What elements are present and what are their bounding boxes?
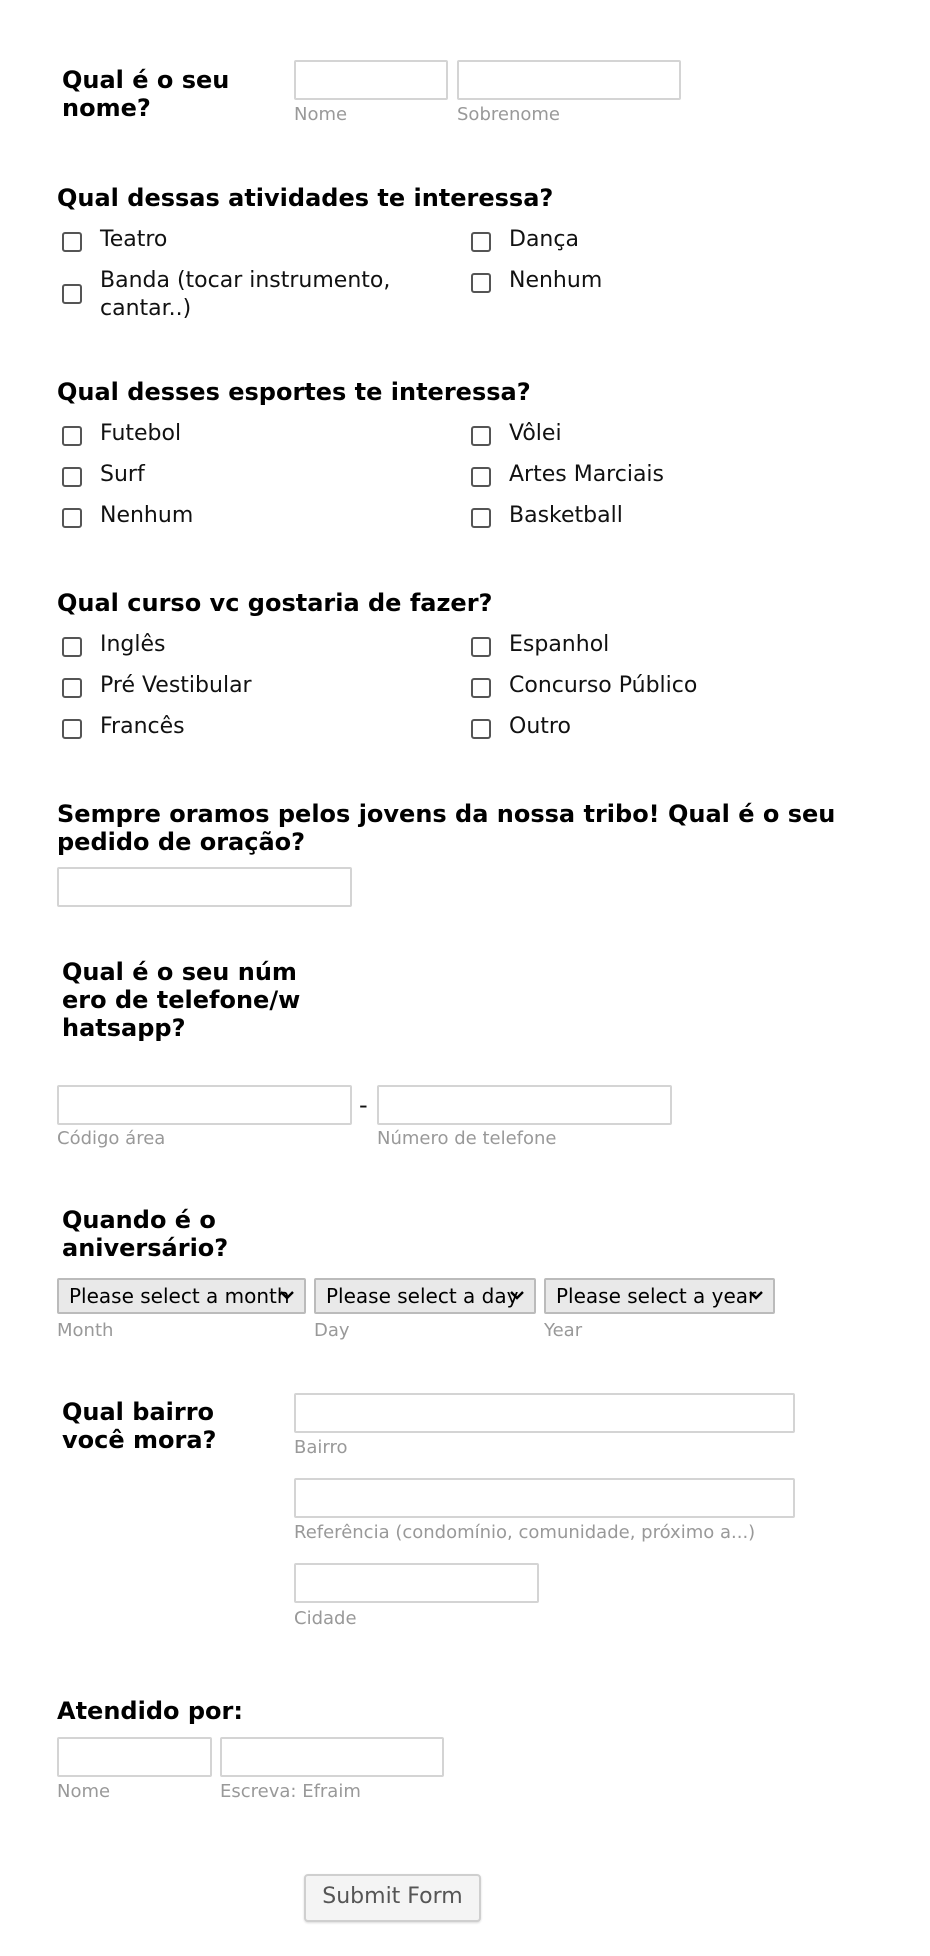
checkbox[interactable] [62,719,82,739]
checkbox[interactable] [62,284,82,304]
checkbox[interactable] [471,232,491,252]
area-code-input[interactable] [57,1085,352,1125]
course-label: Qual curso vc gostaria de fazer? [57,589,493,617]
city-sublabel: Cidade [294,1608,357,1629]
year-select[interactable] [544,1278,775,1314]
last-name-input[interactable] [457,60,681,100]
month-sublabel: Month [57,1320,114,1341]
first-name-sublabel: Nome [294,104,348,125]
checkbox[interactable] [471,678,491,698]
option-label: Nenhum [100,503,194,528]
checkbox[interactable] [62,637,82,657]
checkbox[interactable] [471,508,491,528]
month-select-value: Please select a month [69,1284,290,1308]
option-label: Teatro [100,227,168,252]
last-name-sublabel: Sobrenome [457,104,560,125]
name-label: Qual é o seu nome? [62,66,230,122]
checkbox[interactable] [471,426,491,446]
sports-label: Qual desses esportes te interessa? [57,378,531,406]
bairro-sublabel: Bairro [294,1437,348,1458]
option-label: Inglês [100,632,166,657]
day-select-value: Please select a day [326,1284,519,1308]
checkbox[interactable] [62,426,82,446]
checkbox[interactable] [471,719,491,739]
option-label: Basketball [509,503,623,528]
option-label: Dança [509,227,579,252]
activities-label: Qual dessas atividades te interessa? [57,184,554,212]
prayer-input[interactable] [57,867,352,907]
day-select[interactable] [314,1278,536,1314]
option-label: Surf [100,462,145,487]
attended-write-input[interactable] [220,1737,444,1777]
option-label: Francês [100,714,185,739]
checkbox[interactable] [62,508,82,528]
attended-name-input[interactable] [57,1737,212,1777]
option-label: Nenhum [509,268,603,293]
area-code-sublabel: Código área [57,1128,166,1149]
checkbox[interactable] [62,678,82,698]
chevron-down-icon [745,1284,767,1306]
option-label: Concurso Público [509,673,698,698]
submit-button[interactable]: Submit Form [304,1874,481,1922]
option-label: Banda (tocar instrumento, cantar..) [100,268,391,321]
chevron-down-icon [276,1284,298,1306]
option-label: Espanhol [509,632,610,657]
first-name-input[interactable] [294,60,448,100]
birthday-label: Quando é o aniversário? [62,1206,229,1262]
day-sublabel: Day [314,1320,350,1341]
checkbox[interactable] [471,637,491,657]
reference-sublabel: Referência (condomínio, comunidade, próximo a...) [294,1522,756,1543]
prayer-label: Sempre oramos pelos jovens da nossa tribo! Qual é o seu pedido de oração? [57,800,836,856]
attended-label: Atendido por: [57,1697,243,1725]
option-label: Artes Marciais [509,462,664,487]
phone-label: Qual é o seu número de telefone/whatsapp? [62,958,301,1042]
option-label: Pré Vestibular [100,673,252,698]
phone-number-sublabel: Número de telefone [377,1128,557,1149]
year-sublabel: Year [544,1320,583,1341]
option-label: Outro [509,714,571,739]
attended-name-sublabel: Nome [57,1781,111,1802]
bairro-input[interactable] [294,1393,795,1433]
city-input[interactable] [294,1563,539,1603]
option-label: Vôlei [509,421,562,446]
option-label: Futebol [100,421,182,446]
attended-write-sublabel: Escreva: Efraim [220,1781,361,1802]
checkbox[interactable] [471,273,491,293]
year-select-value: Please select a year [556,1284,757,1308]
checkbox[interactable] [62,232,82,252]
checkbox[interactable] [62,467,82,487]
phone-number-input[interactable] [377,1085,672,1125]
neighborhood-label: Qual bairro você mora? [62,1398,217,1454]
checkbox[interactable] [471,467,491,487]
reference-input[interactable] [294,1478,795,1518]
month-select[interactable] [57,1278,306,1314]
chevron-down-icon [506,1284,528,1306]
phone-separator: - [359,1091,368,1119]
